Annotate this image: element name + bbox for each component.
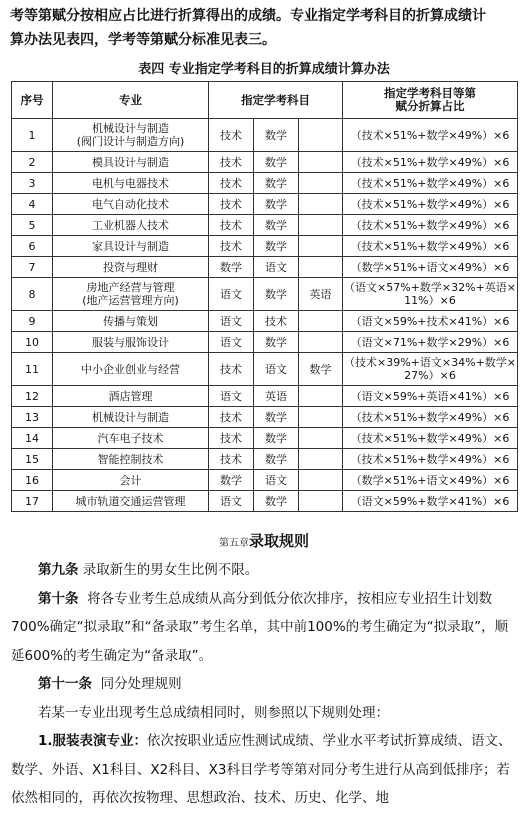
article-9 — [11, 556, 519, 585]
ratio-formula: （语文×71%+数学×29%）×6 — [350, 335, 510, 349]
cell-no: 6 — [12, 236, 53, 257]
table-row — [12, 215, 518, 236]
table-row — [12, 353, 518, 386]
table-row — [12, 407, 518, 428]
major-name: 投资与理财 — [103, 260, 158, 274]
cell-subject-2: 数学 — [254, 332, 299, 353]
cell-major — [53, 428, 209, 449]
cell-no: 5 — [12, 215, 53, 236]
cell-ratio — [343, 353, 518, 386]
header-ratio-line-2: 赋分折算占比 — [395, 99, 465, 113]
table-row — [12, 152, 518, 173]
cell-ratio — [343, 470, 518, 491]
cell-subject-2: 语文 — [254, 470, 299, 491]
cell-ratio — [343, 311, 518, 332]
cell-major — [53, 449, 209, 470]
cell-subject-1: 语文 — [209, 386, 254, 407]
cell-subject-1: 语文 — [209, 332, 254, 353]
rule-1-text: 依次按职业适应性测试成绩、学业水平考试折算成绩、语文、数学、外语、X1科目、X2科目、X3科目学考等第对同分考生进行从高到低排序；若依然相同的，再依次按物理、思想政治、技术、历史、化学、地 — [11, 733, 512, 806]
major-name: 服装与服饰设计 — [92, 335, 169, 349]
major-name: 家具设计与制造 — [92, 239, 169, 253]
table-row — [12, 491, 518, 512]
cell-major — [53, 173, 209, 194]
cell-subject-1: 语文 — [209, 311, 254, 332]
header-major: 专业 — [53, 82, 209, 119]
cell-subject-1: 技术 — [209, 353, 254, 386]
ratio-formula: （技术×51%+数学×49%）×6 — [350, 452, 510, 466]
cell-no: 11 — [12, 353, 53, 386]
table-row — [12, 428, 518, 449]
cell-subject-3 — [299, 152, 343, 173]
major-name: 汽车电子技术 — [97, 431, 164, 445]
cell-ratio — [343, 215, 518, 236]
cell-subject-1: 技术 — [209, 215, 254, 236]
score-conversion-table — [11, 81, 518, 512]
cell-no: 16 — [12, 470, 53, 491]
cell-subject-2: 数学 — [254, 152, 299, 173]
cell-ratio — [343, 119, 518, 152]
cell-no: 15 — [12, 449, 53, 470]
cell-subject-3 — [299, 311, 343, 332]
header-ratio-line-1: 指定学考科目等第 — [384, 86, 477, 100]
cell-no: 7 — [12, 257, 53, 278]
table-row — [12, 470, 518, 491]
cell-ratio — [343, 491, 518, 512]
cell-subject-2: 数学 — [254, 194, 299, 215]
ratio-formula: （技术×51%+数学×49%）×6 — [350, 218, 510, 232]
cell-major — [53, 353, 209, 386]
cell-subject-3 — [299, 470, 343, 491]
major-name: 机械设计与制造 — [92, 410, 169, 424]
cell-no: 13 — [12, 407, 53, 428]
table-row — [12, 257, 518, 278]
cell-major — [53, 119, 209, 152]
major-direction: (地产运营管理方向) — [82, 294, 179, 307]
cell-subject-2: 数学 — [254, 215, 299, 236]
major-name: 传播与策划 — [103, 314, 158, 328]
intro-paragraph — [10, 4, 522, 52]
cell-major — [53, 491, 209, 512]
cell-ratio — [343, 449, 518, 470]
major-name: 会计 — [119, 473, 142, 487]
major-name: 电气自动化技术 — [92, 197, 169, 211]
major-name: 模具设计与制造 — [92, 155, 169, 169]
ratio-formula: （技术×51%+数学×49%）×6 — [350, 431, 510, 445]
cell-no: 8 — [12, 278, 53, 311]
cell-major — [53, 278, 209, 311]
cell-major — [53, 194, 209, 215]
intro-line-2: 算办法见表四，学考等第赋分标准见表三。 — [10, 32, 276, 48]
cell-subject-2: 数学 — [254, 407, 299, 428]
cell-subject-3 — [299, 215, 343, 236]
chapter-title: 录取规则 — [248, 532, 309, 550]
cell-major — [53, 311, 209, 332]
cell-major — [53, 407, 209, 428]
cell-subject-1: 技术 — [209, 119, 254, 152]
cell-major — [53, 386, 209, 407]
ratio-formula: （技术×51%+数学×49%）×6 — [350, 128, 510, 142]
cell-subject-1: 数学 — [209, 257, 254, 278]
cell-subject-2: 数学 — [254, 278, 299, 311]
cell-ratio — [343, 236, 518, 257]
cell-no: 9 — [12, 311, 53, 332]
ratio-formula: （语文×59%+技术×41%）×6 — [350, 314, 510, 328]
cell-no: 10 — [12, 332, 53, 353]
ratio-formula: （技术×39%+语文×34%+数学× — [344, 356, 516, 369]
table-row — [12, 194, 518, 215]
cell-subject-3 — [299, 257, 343, 278]
cell-ratio — [343, 173, 518, 194]
table-row — [12, 278, 518, 311]
ratio-formula: （技术×51%+数学×49%）×6 — [350, 176, 510, 190]
ratio-formula: （技术×51%+数学×49%）×6 — [350, 197, 510, 211]
cell-subject-1: 技术 — [209, 428, 254, 449]
major-direction: (阀门设计与制造方向) — [76, 135, 185, 148]
cell-subject-1: 技术 — [209, 173, 254, 194]
cell-major — [53, 470, 209, 491]
article-11-label: 第十一条 — [38, 676, 92, 692]
ratio-formula-cont: 11%）×6 — [404, 294, 456, 307]
article-9-label: 第九条 — [38, 562, 79, 578]
same-score-intro: 若某一专业出现考生总成绩相同时，则参照以下规则处理： — [38, 704, 389, 721]
cell-subject-1: 语文 — [209, 491, 254, 512]
cell-subject-3 — [299, 236, 343, 257]
cell-subject-3 — [299, 407, 343, 428]
cell-subject-2: 数学 — [254, 119, 299, 152]
cell-ratio — [343, 332, 518, 353]
ratio-formula: （语文×59%+英语×41%）×6 — [350, 389, 510, 403]
table-row — [12, 119, 518, 152]
major-name: 房地产经营与管理 — [86, 281, 175, 294]
cell-subject-3 — [299, 119, 343, 152]
table-row — [12, 386, 518, 407]
cell-subject-2: 技术 — [254, 311, 299, 332]
ratio-formula: （技术×51%+数学×49%）×6 — [350, 239, 510, 253]
cell-subject-2: 数学 — [254, 236, 299, 257]
ratio-formula: （技术×51%+数学×49%）×6 — [350, 410, 510, 424]
cell-ratio — [343, 428, 518, 449]
cell-subject-1: 技术 — [209, 449, 254, 470]
cell-subject-3 — [299, 491, 343, 512]
header-ratio — [343, 82, 518, 119]
cell-no: 14 — [12, 428, 53, 449]
article-10 — [11, 585, 519, 671]
major-name: 电机与电器技术 — [92, 176, 169, 190]
cell-subject-2: 数学 — [254, 173, 299, 194]
cell-subject-1: 技术 — [209, 152, 254, 173]
chapter-heading — [0, 530, 528, 551]
cell-no: 4 — [12, 194, 53, 215]
cell-major — [53, 236, 209, 257]
table-row — [12, 311, 518, 332]
cell-subject-3 — [299, 449, 343, 470]
cell-ratio — [343, 152, 518, 173]
cell-subject-3 — [299, 332, 343, 353]
cell-subject-1: 技术 — [209, 407, 254, 428]
article-11 — [11, 670, 519, 699]
cell-subject-3: 英语 — [299, 278, 343, 311]
cell-ratio — [343, 257, 518, 278]
table-row — [12, 173, 518, 194]
cell-major — [53, 332, 209, 353]
article-10-label: 第十条 — [38, 590, 79, 607]
table-caption: 表四 专业指定学考科目的折算成绩计算办法 — [138, 62, 390, 77]
cell-subject-2: 数学 — [254, 491, 299, 512]
header-subjects: 指定学考科目 — [209, 82, 343, 119]
cell-subject-2: 英语 — [254, 386, 299, 407]
article-11-text: 同分处理规则 — [100, 676, 182, 692]
cell-major — [53, 257, 209, 278]
rule-1-label: 1.服装表演专业： — [38, 733, 148, 749]
cell-no: 12 — [12, 386, 53, 407]
ratio-formula: （语文×59%+数学×41%）×6 — [350, 494, 510, 508]
cell-no: 2 — [12, 152, 53, 173]
rules-body — [11, 556, 519, 813]
chapter-number: 第五章 — [218, 538, 249, 549]
major-name: 机械设计与制造 — [92, 122, 169, 135]
cell-subject-3: 数学 — [299, 353, 343, 386]
cell-subject-3 — [299, 428, 343, 449]
cell-subject-1: 技术 — [209, 236, 254, 257]
major-name: 城市轨道交通运营管理 — [75, 494, 186, 508]
ratio-formula: （数学×51%+语文×49%）×6 — [350, 260, 510, 274]
cell-subject-2: 数学 — [254, 428, 299, 449]
cell-ratio — [343, 194, 518, 215]
cell-major — [53, 215, 209, 236]
rule-1 — [11, 727, 519, 813]
table-row — [12, 449, 518, 470]
cell-no: 17 — [12, 491, 53, 512]
cell-subject-2: 语文 — [254, 353, 299, 386]
cell-subject-3 — [299, 194, 343, 215]
article-9-text: 录取新生的男女生比例不限。 — [82, 562, 259, 578]
article-10-text: 将各专业考生总成绩从高分到低分依次排序，按相应专业招生计划数700%确定“拟录取”和“备录取”考生名单，其中前100%的考生确定为“拟录取”，顺延600%的考生确定为“备录取”。 — [11, 590, 509, 664]
major-name: 工业机器人技术 — [92, 218, 169, 232]
cell-ratio — [343, 386, 518, 407]
cell-subject-2: 语文 — [254, 257, 299, 278]
cell-subject-1: 数学 — [209, 470, 254, 491]
major-name: 酒店管理 — [108, 389, 153, 403]
header-no: 序号 — [12, 82, 53, 119]
cell-subject-1: 语文 — [209, 278, 254, 311]
ratio-formula: （技术×51%+数学×49%）×6 — [350, 155, 510, 169]
cell-subject-1: 技术 — [209, 194, 254, 215]
ratio-formula: （语文×57%+数学×32%+英语× — [344, 281, 516, 294]
cell-ratio — [343, 278, 518, 311]
cell-subject-3 — [299, 173, 343, 194]
major-name: 智能控制技术 — [97, 452, 164, 466]
major-name: 中小企业创业与经营 — [81, 362, 180, 376]
cell-no: 1 — [12, 119, 53, 152]
cell-ratio — [343, 407, 518, 428]
ratio-formula-cont: 27%）×6 — [404, 369, 456, 382]
ratio-formula: （数学×51%+语文×49%）×6 — [350, 473, 510, 487]
cell-subject-3 — [299, 386, 343, 407]
table-header-row — [12, 82, 518, 119]
cell-major — [53, 152, 209, 173]
cell-subject-2: 数学 — [254, 449, 299, 470]
table-row — [12, 332, 518, 353]
cell-no: 3 — [12, 173, 53, 194]
table-row — [12, 236, 518, 257]
intro-line-1: 考等第赋分按相应占比进行折算得出的成绩。专业指定学考科目的折算成绩计 — [10, 8, 486, 24]
